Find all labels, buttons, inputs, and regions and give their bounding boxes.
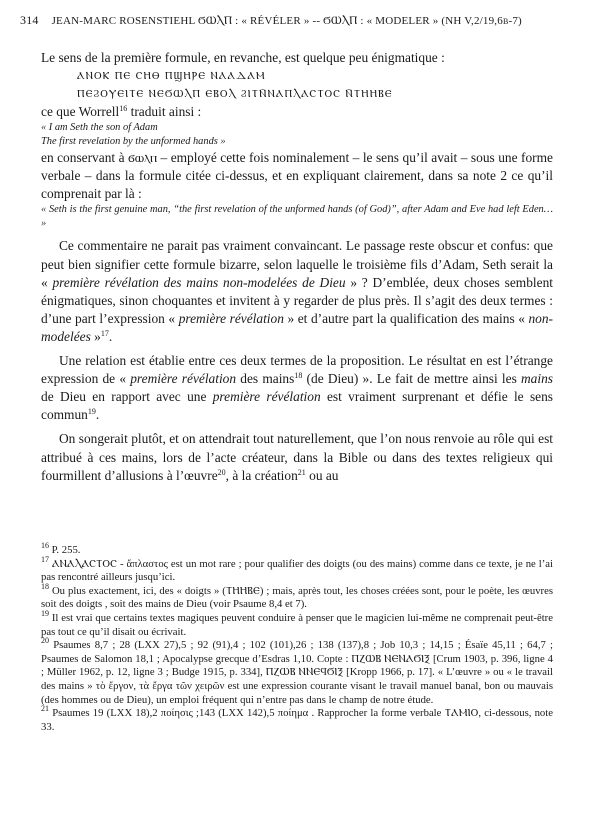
quotation-line: The first revelation by the unformed hands » bbox=[41, 136, 226, 148]
paragraph: Une relation est établie entre ces deux termes de la proposition. Le résultat en est l’étrange expression de « première révélation des mains$^{18}$ (de Dieu) ». Le fait de mettre ainsi les mains de Dieu en rapport avec une première révélation est vraiment surprenant et défie le sens commun$^{19}$. bbox=[41, 353, 553, 423]
paragraph: Le sens de la première formule, en revanche, est quelque peu énigmatique : bbox=[41, 50, 445, 65]
quotation-line: « I am Seth the son of Adam bbox=[41, 122, 158, 134]
footnote: $^{16}$ P. 255. bbox=[41, 541, 81, 556]
paragraph: On songerait plutôt, et on attendrait tout naturellement, que l’on nous renvoie au rôle qui est attribué à ces mains, lors de l’acte créateur, dans la Bible ou dans des textes religieux qui fourmillent d’allusions à l’œuvre$^{20}$, à la création$^{21}$ ou au bbox=[41, 431, 553, 483]
main-text bbox=[41, 49, 553, 485]
footnote-ref: 20 bbox=[217, 467, 226, 477]
quotation: « Seth is the first genuine man, “the first revelation of the unformed hands (of God)”, after Adam and Eve had left Eden… » bbox=[41, 204, 553, 230]
paragraph: en conservant à ϭⲱⲗⲡ – employé cette fois nominalement – le sens qu’il avait – sous une forme verbale – dans la formule citée ci-dessus, et en expliquant clairement, dans sa note 2 ce qu’il comprenait par là : bbox=[41, 150, 553, 202]
footnote: $^{21}$ Psaumes 19 (LXX 18),2 ποίησις ;143 (LXX 142),5 ποίημα . Rapprocher la forme verbale ⲦⲀⲘⲒⲞ, ci-dessous, note 33. bbox=[41, 704, 553, 733]
footnote: $^{18}$ Ou plus exactement, ici, des « doigts » (ⲦⲎⲎⲂⲈ) ; mais, après tout, les choses créées sont, pour le poète, les œuvres soit des doigts , soit des mains de Dieu (voir Psaume 8,4 et 7). bbox=[41, 581, 554, 611]
coptic-line: ⲀⲚⲞⲔ ⲠⲈ ⲤⲎⲐ ⲠϢⲎⲢⲈ ⲚⲀⲀⲆⲀⲘ bbox=[77, 70, 266, 83]
footnote-ref: 19 bbox=[87, 407, 96, 417]
footnote: $^{20}$ Psaumes 8,7 ; 28 (LXX 27),5 ; 92 (91),4 ; 102 (101),26 ; 138 (137),8 ; Job 10,3 ; 14,15 ; Ésaïe 45,11 ; 64,7 ; Psaumes de Salomon 18,1 ; Apocalypse grecque d’Esdras 1,10. Copte : ⲠⲌⲰⲂ ⲚⲈⲚⲀϬⲒⲜ [Crum 1903, p. 396, ligne 4 ; Müller 1962, p. 12, ligne 3 ; Budge 1915, p. 334], ⲠⲌⲰⲂ ⲚⲚⲈϤϬⲒⲜ [Kropp 1966, p. 17]. « L’œuvre » ou « le travail des mains » τὸ ἔργον, τὰ ἔργα τῶν χειρῶν est une expression courante visant le travail manuel banal, bon ou mauvais (des hommes ou de Dieu), un emploi fréquent qui n’entre pas dans le champ de notre étude. bbox=[41, 636, 553, 706]
paragraph: Ce commentaire ne parait pas vraiment convaincant. Le passage reste obscur et confus: que peut bien signifier cette formule bizarre, selon laquelle le troisième fils d’Adam, Seth serait la « première révélation des mains non-modelées de Dieu » ? D’emblée, deux choses semblent énigmatiques, sinon choquantes et invitent à y regarder de plus près. Il s’agit des deux termes : d’une part l’expression « première révélation » et d’autre part la qualification des mains « non-modelées »$^{17}$. bbox=[41, 238, 554, 344]
footnote-ref: 18 bbox=[294, 371, 303, 381]
footnotes bbox=[41, 541, 554, 734]
footnote-ref: 16 bbox=[119, 104, 128, 114]
footnote: $^{17}$ ⲀⲚⲀⲖⲀⲤⲦⲞⲤ - ἄπλαστος est un mot rare ; pour qualifier des doigts (ou des mains) comme dans ce texte, je ne l’ai pas rencontré ailleurs jusqu’ici. bbox=[41, 554, 553, 584]
footnote-ref: 17 bbox=[100, 328, 109, 338]
running-header bbox=[20, 13, 580, 28]
running-head: JEAN-MARC ROSENSTIEHL ϬⲰⲖⲠ : « RÉVÉLER » -- ϬⲰⲖⲠ : « MODELER » (NH V,2/19,6b-7) bbox=[51, 15, 522, 27]
footnote: $^{19}$ Il est vrai que certains textes magiques peuvent conduire à penser que le magicien lui-même ne comprenait peut-être pas tout ce qu’il disait ou écrivait. bbox=[41, 608, 553, 638]
coptic-line: ⲠⲈϨⲞⲨⲈⲒⲦⲈ ⲚⲈϬⲰⲖⲠ ⲈⲂⲞⲖ ϨⲒⲦⲚ̄ⲚⲀⲠⲖⲀⲤⲦⲞⲤ Ⲛ̄ⲦⲎⲎⲂⲈ bbox=[77, 88, 393, 101]
footnote-ref: 21 bbox=[297, 467, 306, 477]
paragraph: ce que Worrell$^{16}$ traduit ainsi : bbox=[41, 104, 202, 120]
page-number: 314 bbox=[20, 13, 39, 27]
